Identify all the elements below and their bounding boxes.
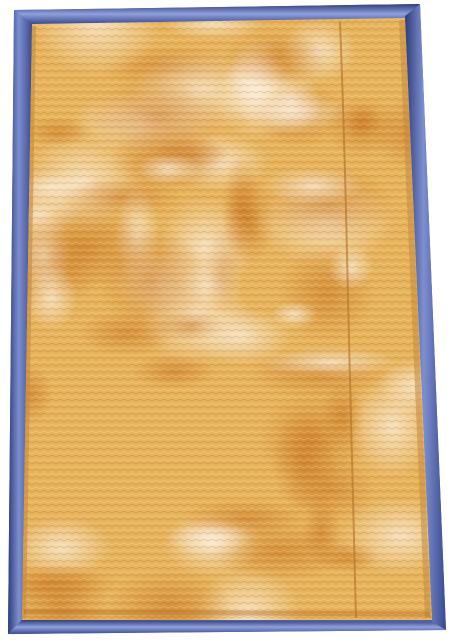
media-bottom-edge bbox=[24, 612, 430, 614]
frame-bottom-rail bbox=[8, 620, 446, 634]
media-weave-texture bbox=[22, 18, 432, 620]
